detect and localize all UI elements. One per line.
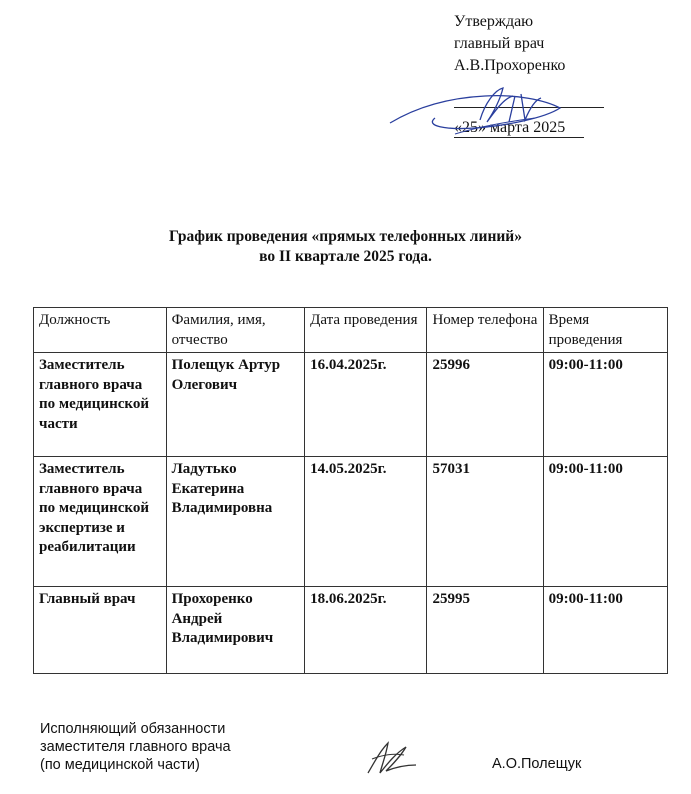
cell-time: 09:00-11:00 bbox=[543, 353, 667, 457]
cell-phone: 25996 bbox=[427, 353, 543, 457]
cell-date: 14.05.2025г. bbox=[305, 457, 427, 587]
footer-signatory-title bbox=[40, 720, 231, 774]
title-line-2: во II квартале 2025 года. bbox=[259, 248, 432, 265]
cell-time: 09:00-11:00 bbox=[543, 457, 667, 587]
cell-phone: 57031 bbox=[427, 457, 543, 587]
footer-line-3: (по медицинской части) bbox=[40, 757, 200, 773]
cell-date: 16.04.2025г. bbox=[305, 353, 427, 457]
title-line-1: График проведения «прямых телефонных линий» bbox=[169, 228, 522, 245]
table-header-row bbox=[34, 308, 668, 353]
table-row bbox=[34, 587, 668, 674]
cell-position: Заместитель главного врача по медицинской экспертизе и реабилитации bbox=[34, 457, 167, 587]
cell-time: 09:00-11:00 bbox=[543, 587, 667, 674]
approval-line-approve: Утверждаю bbox=[454, 13, 534, 30]
schedule-table bbox=[33, 307, 668, 674]
cell-phone: 25995 bbox=[427, 587, 543, 674]
cell-position: Главный врач bbox=[34, 587, 167, 674]
header-date: Дата проведения bbox=[305, 308, 427, 353]
document-title bbox=[0, 227, 691, 267]
deputy-signature-icon bbox=[360, 735, 420, 780]
table-row bbox=[34, 457, 668, 587]
header-position: Должность bbox=[34, 308, 167, 353]
cell-name: Прохоренко Андрей Владимирович bbox=[166, 587, 305, 674]
table-row bbox=[34, 353, 668, 457]
cell-name: Полещук Артур Олегович bbox=[166, 353, 305, 457]
chief-doctor-signature-icon bbox=[385, 78, 585, 138]
approval-line-position: главный врач bbox=[454, 35, 545, 52]
cell-name: Ладутько Екатерина Владимировна bbox=[166, 457, 305, 587]
header-time: Время проведения bbox=[543, 308, 667, 353]
footer-line-1: Исполняющий обязанности bbox=[40, 721, 226, 737]
footer-signer-name: А.О.Полещук bbox=[492, 756, 582, 772]
header-name: Фамилия, имя, отчество bbox=[166, 308, 305, 353]
footer-line-2: заместителя главного врача bbox=[40, 739, 231, 755]
header-phone: Номер телефона bbox=[427, 308, 543, 353]
approval-line-name: А.В.Прохоренко bbox=[454, 57, 566, 74]
cell-date: 18.06.2025г. bbox=[305, 587, 427, 674]
cell-position: Заместитель главного врача по медицинской части bbox=[34, 353, 167, 457]
approval-date: «25» марта 2025 bbox=[454, 119, 566, 136]
